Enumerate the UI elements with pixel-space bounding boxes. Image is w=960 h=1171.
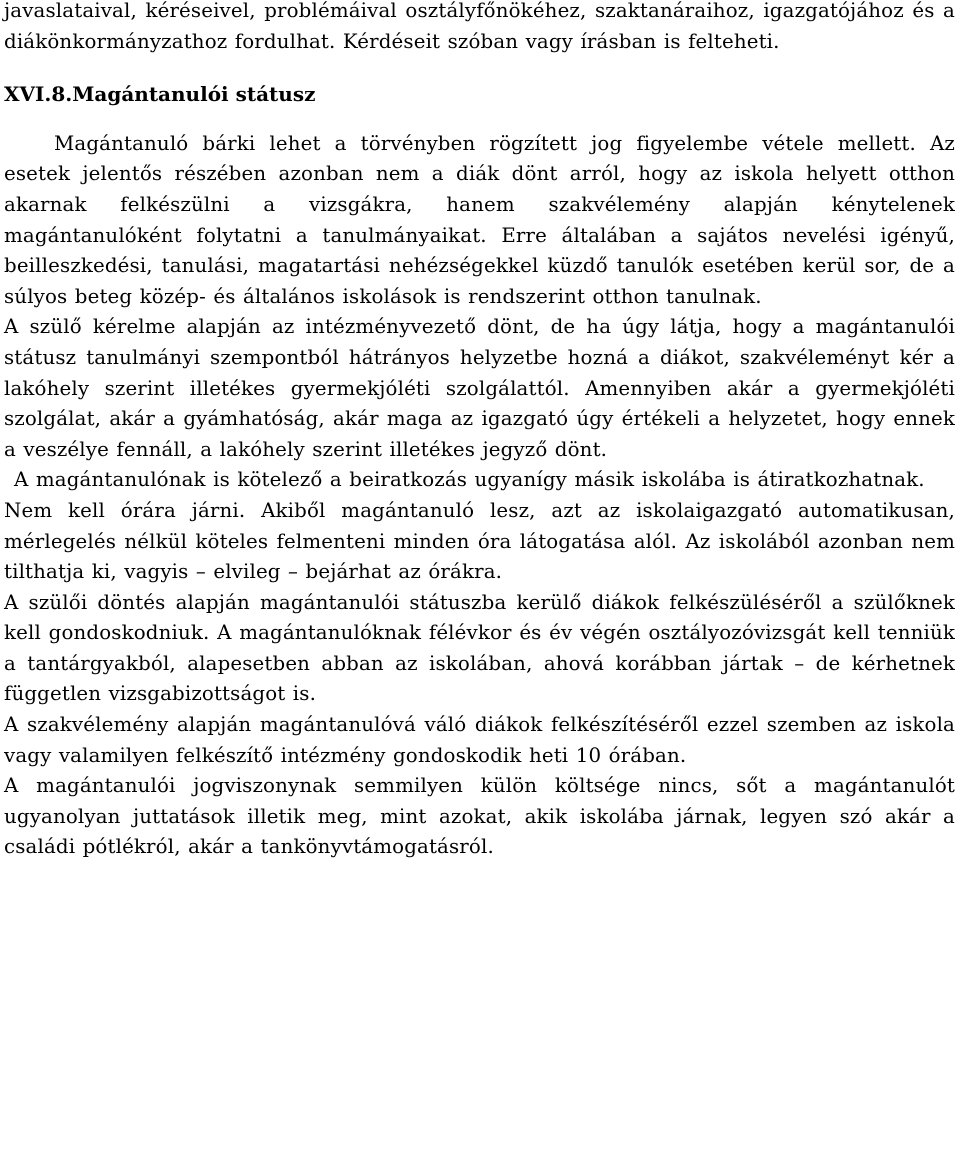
- paragraph-nem-kell-orara-jarni: Nem kell órára járni. Akiből magántanuló lesz, azt az iskolaigazgató automatikusan, mérlegelés nélkül köteles felmenteni minden óra látogatása alól. Az iskolából azonban nem tilthatja ki, vagyis – elvileg – bejárhat az órákra.: [4, 498, 955, 584]
- paragraph-magantanulo-barki: Magántanuló bárki lehet a törvényben rögzített jog figyelembe vétele mellett. Az esetek jelentős részében azonban nem a diák dönt arról, hogy az iskola helyett otthon akarnak felkészülni a vizsgákra, hanem szakvélemény alapján kénytelenek magántanulóként folytatni a tanulmányaikat. Erre általában a sajátos nevelési igényű, beilleszkedési, tanulási, magatartási nehézségekkel küzdő tanulók esetében kerül sor, de a súlyos beteg közép- és általános iskolások is rendszerint otthon tanulnak.: [4, 131, 955, 308]
- section-heading: XVI.8.Magántanulói státusz: [4, 82, 316, 107]
- paragraph-szakvelemeny-alapjan: A szakvélemény alapján magántanulóvá váló diákok felkészítéséről ezzel szemben az iskola vagy valamilyen felkészítő intézmény gondoskodik heti 10 órában.: [4, 713, 955, 767]
- paragraph-koltsegek: A magántanulói jogviszonynak semmilyen külön költsége nincs, sőt a magántanulót ugyanolyan juttatások illetik meg, mint azokat, akik iskolába járnak, legyen szó akár a családi pótlékról, akár a tankönyvtámogatásról.: [4, 774, 955, 859]
- intro-paragraph: javaslataival, kéréseivel, problémáival osztályfőnökéhez, szaktanáraihoz, igazgatójához és a diákönkormányzathoz fordulhat. Kérdéseit szóban vagy írásban is felteheti.: [4, 0, 955, 53]
- paragraph-szulo-kerelme: A szülő kérelme alapján az intézményvezető dönt, de ha úgy látja, hogy a magántanulói státusz tanulmányi szempontból hátrányos helyzetbe hozná a diákot, szakvéleményt kér a lakóhely szerint illetékes gyermekjóléti szolgálattól. Amennyiben akár a gyermekjóléti szolgálat, akár a gyámhatóság, akár maga az igazgató úgy értékeli a helyzetet, hogy ennek a veszélye fennáll, a lakóhely szerint illetékes jegyző dönt.: [4, 315, 955, 461]
- paragraph-szuloi-dontes: A szülői döntés alapján magántanulói státuszba kerülő diákok felkészüléséről a szülőknek kell gondoskodniuk. A magántanulóknak félévkor és év végén osztályozóvizsgát kell tenniük a tantárgyakból, alapesetben abban az iskolában, ahová korábban jártak – de kérhetnek független vizsgabizottságot is.: [4, 590, 955, 706]
- document-page: [4, 0, 955, 863]
- paragraph-beiratkozas: A magántanulónak is kötelező a beiratkozás ugyanígy másik iskolába is átiratkozhatnak.: [14, 468, 925, 492]
